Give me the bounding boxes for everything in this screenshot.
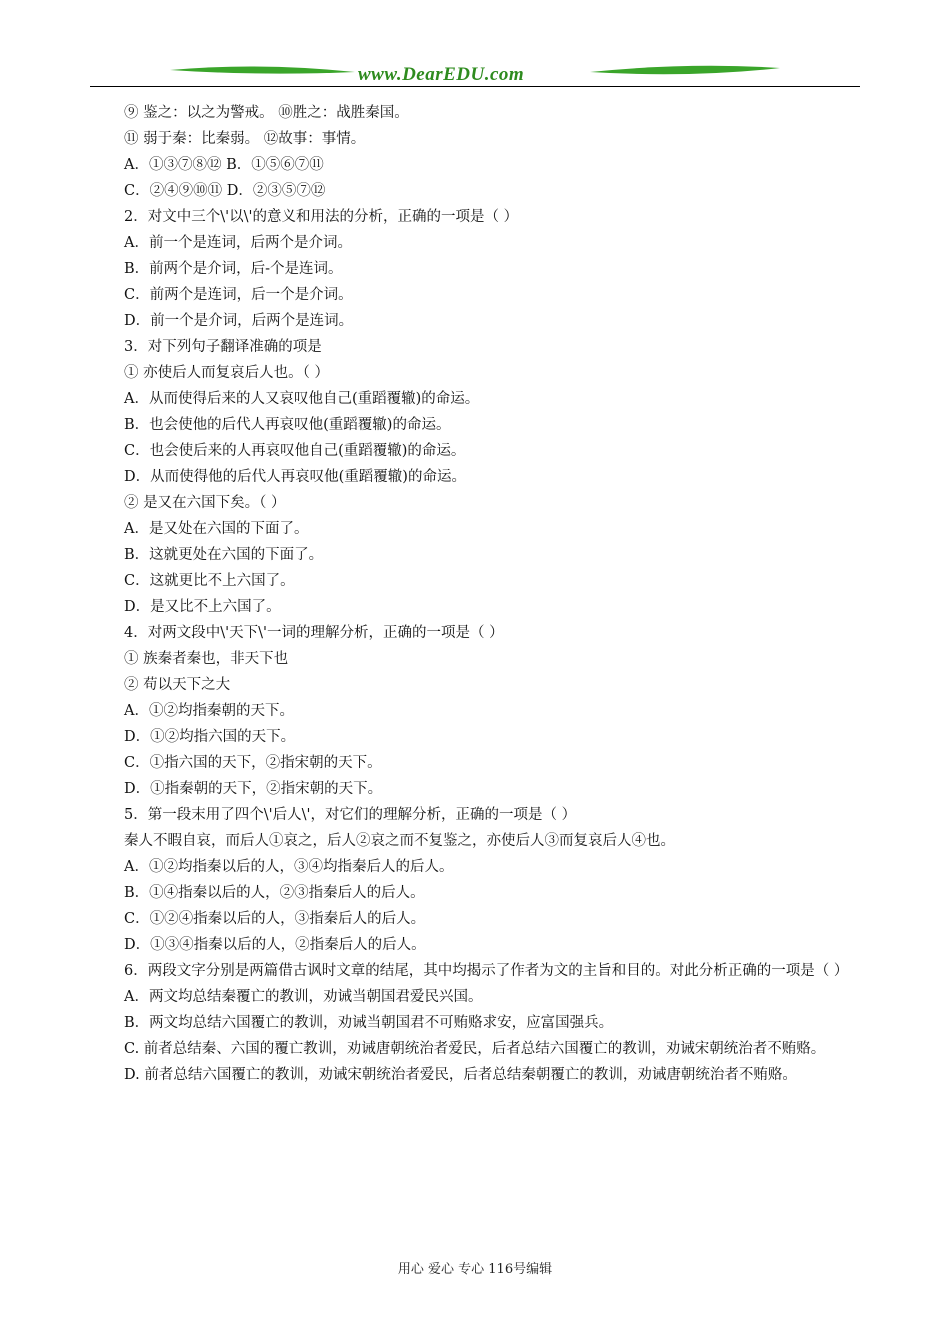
text-line: D．从而使得他的后代人再哀叹他(重蹈覆辙)的命运。 (124, 469, 466, 485)
text-line: ⑪ 弱于秦：比秦弱。 ⑫故事：事情。 (124, 131, 366, 147)
text-line: C．前两个是连词，后一个是介词。 (124, 287, 353, 303)
text-line: ⑨ 鉴之：以之为警戒。 ⑩胜之：战胜秦国。 (124, 105, 409, 121)
page-footer: 用心 爱心 专心 116号编辑 (397, 1262, 553, 1277)
text-line: B．这就更处在六国的下面了。 (124, 547, 324, 563)
question-5: 5．第一段末用了四个\'后人\'，对它们的理解分析，正确的一项是（ ） (124, 807, 577, 823)
text-line: B．前两个是介词，后-个是连词。 (124, 261, 343, 277)
text-line: A．从而使得后来的人又哀叹他自己(重蹈覆辙)的命运。 (124, 391, 480, 407)
site-logo: www.DearEDU.com (358, 64, 525, 85)
text-line: A．①②均指秦以后的人，③④均指秦后人的后人。 (124, 859, 454, 875)
text-line: C．这就更比不上六国了。 (124, 573, 295, 589)
question-4: 4．对两文段中\'天下\'一词的理解分析，正确的一项是（ ） (124, 625, 504, 641)
document-body (90, 100, 860, 1088)
text-paragraph: C. 前者总结秦、六国的覆亡教训，劝诫唐朝统治者爱民，后者总结六国覆亡的教训，劝诫宋朝统治者不贿赂。 (124, 1041, 826, 1057)
text-line: A．是又处在六国的下面了。 (124, 521, 309, 537)
text-paragraph: A．两文均总结秦覆亡的教训，劝诫当朝国君爱民兴国。 (124, 989, 483, 1005)
text-line: ① 族秦者秦也，非天下也 (124, 651, 289, 667)
text-line: B．①④指秦以后的人，②③指秦后人的后人。 (124, 885, 425, 901)
text-line: D．①③④指秦以后的人，②指秦后人的后人。 (124, 937, 426, 953)
text-line: D．前一个是介词，后两个是连词。 (124, 313, 354, 329)
text-line: A．①③⑦⑧⑫ B．①⑤⑥⑦⑪ (124, 157, 324, 173)
text-line: D．①指秦朝的天下，②指宋朝的天下。 (124, 781, 383, 797)
text-line: 秦人不暇自哀，而后人①哀之，后人②哀之而不复鉴之，亦使后人③而复哀后人④也。 (124, 833, 675, 849)
header-divider (90, 86, 860, 87)
text-paragraph: D. 前者总结六国覆亡的教训，劝诫宋朝统治者爱民，后者总结秦朝覆亡的教训，劝诫唐朝统治者不贿赂。 (124, 1067, 797, 1083)
text-line: C．②④⑨⑩⑪ D．②③⑤⑦⑫ (124, 183, 326, 199)
text-paragraph: B．两文均总结六国覆亡的教训，劝诫当朝国君不可贿赂求安，应富国强兵。 (124, 1015, 614, 1031)
text-line: C．①②④指秦以后的人，③指秦后人的后人。 (124, 911, 426, 927)
text-line: D．①②均指六国的天下。 (124, 729, 296, 745)
text-line: D．是又比不上六国了。 (124, 599, 281, 615)
question-2: 2．对文中三个\'以\'的意义和用法的分析，正确的一项是（ ） (124, 209, 519, 225)
text-line: A．①②均指秦朝的天下。 (124, 703, 294, 719)
text-line: C．①指六国的天下，②指宋朝的天下。 (124, 755, 382, 771)
text-line: ② 苟以天下之大 (124, 677, 231, 693)
question-6: 6．两段文字分别是两篇借古讽时文章的结尾，其中均揭示了作者为文的主旨和目的。对此分析正确的一项是（ ） (124, 963, 849, 979)
text-line: A．前一个是连词，后两个是介词。 (124, 235, 352, 251)
text-line: ① 亦使后人而复哀后人也。（ ） (124, 365, 329, 381)
text-line: C．也会使后来的人再哀叹他自己(重蹈覆辙)的命运。 (124, 443, 466, 459)
text-line: B．也会使他的后代人再哀叹他(重蹈覆辙)的命运。 (124, 417, 451, 433)
question-3: 3．对下列句子翻译准确的项是 (124, 339, 322, 355)
text-line: ② 是又在六国下矣。（ ） (124, 495, 286, 511)
